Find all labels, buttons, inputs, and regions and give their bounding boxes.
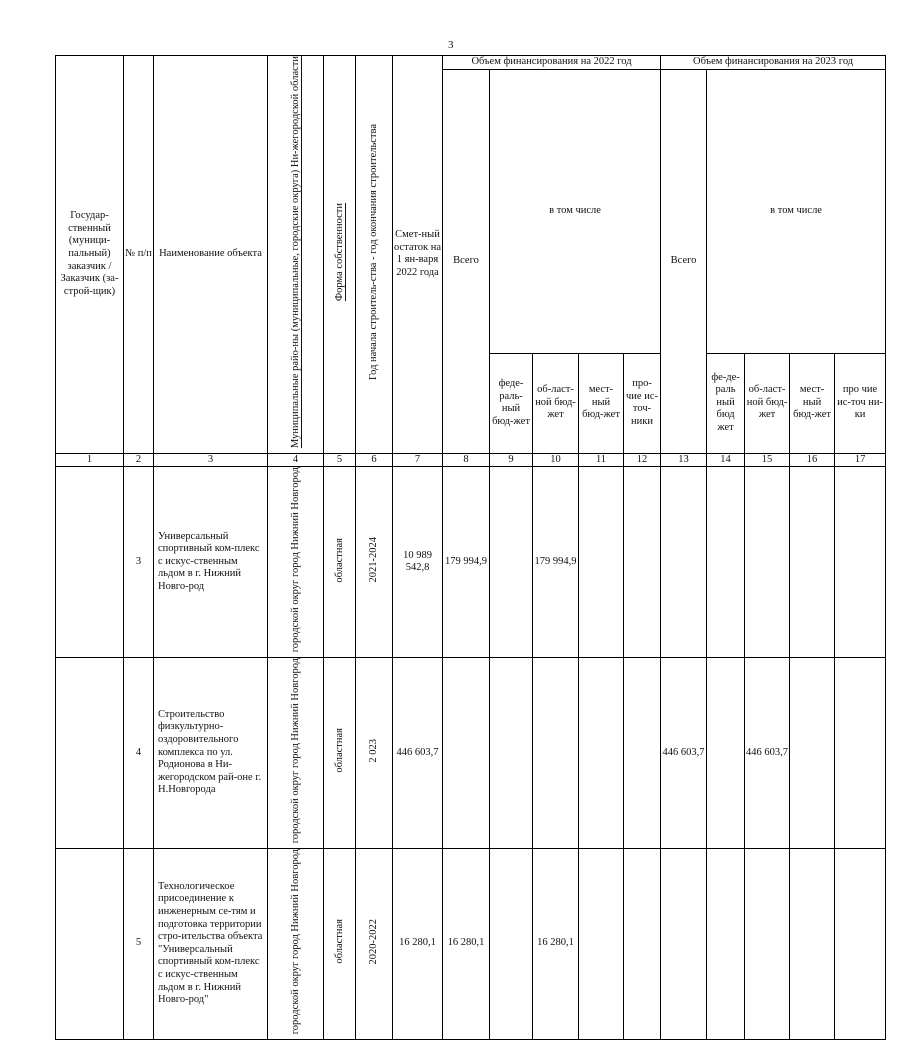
header-regional-2023: об-ласт-ной бюд-жет	[745, 353, 790, 453]
row-district	[268, 467, 324, 658]
header-local-2023: мест-ный бюд-жет	[790, 353, 835, 453]
row-years-text: 2 023	[368, 738, 380, 763]
header-district-text: Муниципальные райо-ны (муниципальные, городские округа) Ни-жегородской области	[289, 56, 301, 449]
header-ownership-text: Форма собственности	[333, 202, 345, 302]
header-number: № п/п	[124, 56, 154, 454]
row-local-2023	[790, 848, 835, 1039]
header-fin-2023: Объем финансирования на 2023 год	[661, 56, 886, 70]
column-number: 15	[745, 453, 790, 467]
row-total-2023	[661, 467, 707, 658]
row-regional-2022: 16 280,1	[533, 848, 579, 1039]
row-total-2023	[661, 848, 707, 1039]
row-ownership-text: областная	[333, 537, 345, 583]
column-number: 6	[356, 453, 393, 467]
header-federal-2022: феде-раль-ный бюд-жет	[490, 353, 533, 453]
row-ownership-text: областная	[333, 919, 345, 964]
row-total-2022: 179 994,9	[443, 467, 490, 658]
header-other-2023: про чие ис-точ ни-ки	[835, 353, 886, 453]
row-other-2023	[835, 848, 886, 1039]
header-federal-2023: фе-де-раль ный бюд жет	[707, 353, 745, 453]
header-other-2022: про-чие ис-точ-ники	[624, 353, 661, 453]
header-incl-2022: в том числе	[490, 70, 661, 354]
row-other-2022	[624, 467, 661, 658]
row-district-text: городской округ город Нижний Новгород	[289, 848, 301, 1035]
row-years	[356, 467, 393, 658]
row-years-text: 2021-2024	[368, 537, 380, 583]
row-years	[356, 848, 393, 1039]
header-remainder: Смет-ный остаток на 1 ян-варя 2022 года	[393, 56, 443, 454]
row-object-name: Технологическое присоединение к инженерным се-тям и подготовка территории стро-ительства объекта "Универсальный спортивный ком-плекс с искус-ственным льдом в г. Нижний Новго-род"	[154, 848, 268, 1039]
row-regional-2023	[745, 467, 790, 658]
row-customer	[56, 848, 124, 1039]
header-local-2022: мест-ный бюд-жет	[579, 353, 624, 453]
row-remainder: 16 280,1	[393, 848, 443, 1039]
row-object-name: Строительство физкультурно-оздоровительного комплекса по ул. Родионова в Ни-жегородском рай-оне г. Н.Новгорода	[154, 658, 268, 849]
row-district	[268, 658, 324, 849]
row-federal-2022	[490, 658, 533, 849]
column-number: 17	[835, 453, 886, 467]
row-remainder: 10 989 542,8	[393, 467, 443, 658]
header-customer: Государ-ственный (муници-пальный) заказчик / Заказчик (за-строй-щик)	[56, 56, 124, 454]
row-federal-2022	[490, 848, 533, 1039]
row-ownership	[324, 658, 356, 849]
header-years	[356, 56, 393, 454]
financing-table	[55, 55, 886, 1040]
row-district-text: городской округ город Нижний Новгород	[289, 467, 301, 653]
header-fin-2022: Объем финансирования на 2022 год	[443, 56, 661, 70]
row-local-2022	[579, 658, 624, 849]
row-years-text: 2020-2022	[368, 918, 380, 965]
header-years-text: Год начала строитель-ства - год окончания строительства	[368, 124, 380, 381]
header-row-1	[56, 56, 886, 70]
row-regional-2022: 179 994,9	[533, 467, 579, 658]
header-object-name: Наименование объекта	[154, 56, 268, 454]
column-number-row	[56, 453, 886, 467]
row-other-2022	[624, 658, 661, 849]
table-row	[56, 467, 886, 658]
table-row	[56, 658, 886, 849]
row-regional-2023: 446 603,7	[745, 658, 790, 849]
header-total-2022: Всего	[443, 70, 490, 454]
column-number: 12	[624, 453, 661, 467]
column-number: 4	[268, 453, 324, 467]
row-local-2022	[579, 467, 624, 658]
header-district	[268, 56, 324, 454]
row-other-2022	[624, 848, 661, 1039]
row-remainder: 446 603,7	[393, 658, 443, 849]
row-ownership-text: областная	[333, 728, 345, 773]
row-local-2023	[790, 658, 835, 849]
row-ownership	[324, 848, 356, 1039]
row-total-2022	[443, 658, 490, 849]
header-total-2023: Всего	[661, 70, 707, 454]
column-number: 16	[790, 453, 835, 467]
header-regional-2022: об-ласт-ной бюд-жет	[533, 353, 579, 453]
row-number: 4	[124, 658, 154, 849]
row-local-2023	[790, 467, 835, 658]
header-ownership	[324, 56, 356, 454]
row-total-2023: 446 603,7	[661, 658, 707, 849]
row-federal-2023	[707, 658, 745, 849]
column-number: 5	[324, 453, 356, 467]
row-regional-2023	[745, 848, 790, 1039]
table-row	[56, 848, 886, 1039]
row-customer	[56, 467, 124, 658]
row-number: 3	[124, 467, 154, 658]
row-years	[356, 658, 393, 849]
row-district-text: городской округ город Нижний Новгород	[289, 658, 301, 844]
column-number: 3	[154, 453, 268, 467]
column-number: 1	[56, 453, 124, 467]
row-federal-2022	[490, 467, 533, 658]
page-number: 3	[448, 39, 454, 51]
column-number: 13	[661, 453, 707, 467]
column-number: 8	[443, 453, 490, 467]
column-number: 7	[393, 453, 443, 467]
row-object-name: Универсальный спортивный ком-плекс с искус-ственным льдом в г. Нижний Новго-род	[154, 467, 268, 658]
column-number: 11	[579, 453, 624, 467]
row-customer	[56, 658, 124, 849]
row-federal-2023	[707, 467, 745, 658]
column-number: 9	[490, 453, 533, 467]
column-number: 10	[533, 453, 579, 467]
row-other-2023	[835, 658, 886, 849]
row-federal-2023	[707, 848, 745, 1039]
row-district	[268, 848, 324, 1039]
row-total-2022: 16 280,1	[443, 848, 490, 1039]
row-regional-2022	[533, 658, 579, 849]
column-number: 2	[124, 453, 154, 467]
header-incl-2023: в том числе	[707, 70, 886, 354]
row-ownership	[324, 467, 356, 658]
column-number: 14	[707, 453, 745, 467]
row-other-2023	[835, 467, 886, 658]
row-local-2022	[579, 848, 624, 1039]
row-number: 5	[124, 848, 154, 1039]
